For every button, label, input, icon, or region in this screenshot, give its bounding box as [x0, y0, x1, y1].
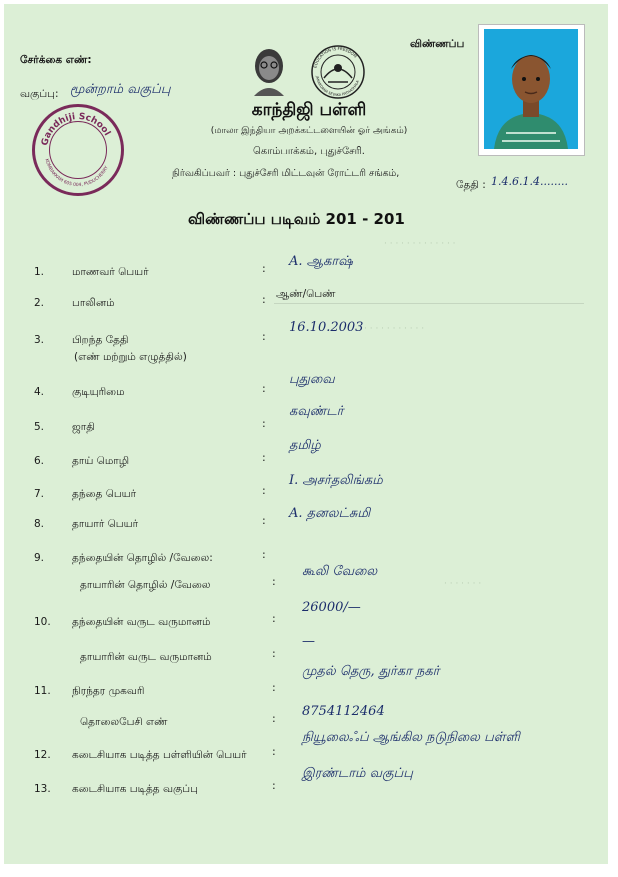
field-colon: : [262, 451, 266, 464]
field-number: 3. [34, 334, 45, 346]
bleed-through-text: · · · · · · · · · · · [364, 324, 425, 334]
field-colon: : [262, 484, 266, 497]
bleed-through-text: · · · · · · · [444, 579, 482, 589]
field-value: முதல் தெரு, துர்கா நகர் [302, 664, 440, 679]
field-number: 6. [34, 455, 45, 467]
field-colon: : [262, 293, 266, 306]
field-colon: : [272, 647, 276, 660]
field-label: பாலினம் [72, 297, 115, 309]
field-value: 16.10.2003 [289, 320, 364, 335]
field-colon: : [272, 681, 276, 694]
school-seal [32, 104, 124, 196]
field-number: 12. [34, 749, 51, 761]
date-value: 1.4.6.1.4........ [491, 175, 568, 188]
field-colon: : [262, 548, 266, 561]
admission-no-label: சேர்க்கை எண்: [20, 54, 92, 66]
field-value: — [302, 634, 315, 649]
emblem-top-text: EDUCATION IS FREEDOM [312, 45, 359, 69]
student-photo-image [484, 29, 578, 149]
field-colon: : [262, 262, 266, 275]
field-colon: : [262, 514, 266, 527]
field-colon: : [272, 712, 276, 725]
field-number: 5. [34, 421, 45, 433]
field-colon: : [272, 779, 276, 792]
field-colon: : [262, 382, 266, 395]
field-label: தாயாரின் வருட வருமானம் [80, 651, 212, 663]
field-value: 26000/— [302, 600, 361, 615]
field-label-note: (எண் மற்றும் எழுத்தில்) [74, 351, 187, 363]
field-label: கடைசியாக படித்த பள்ளியின் பெயர் [72, 749, 247, 761]
field-value: இரண்டாம் வகுப்பு [302, 766, 413, 781]
student-photo [478, 24, 585, 156]
field-value: A. தனலட்சுமி [289, 506, 371, 521]
seal-name-text: Gandhiji School [40, 111, 112, 147]
field-colon: : [262, 417, 266, 430]
field-value: நியூலைஃப் ஆங்கில நடுநிலை பள்ளி [302, 730, 520, 745]
class-label: வகுப்பு: [20, 88, 59, 100]
application-form-page [4, 4, 608, 864]
field-number: 9. [34, 552, 45, 564]
field-colon: : [262, 330, 266, 343]
field-label: தந்தையின் வருட வருமானம் [72, 616, 211, 628]
field-label: பிறந்த தேதி [72, 334, 129, 346]
class-value: மூன்றாம் வகுப்பு [70, 82, 171, 97]
field-value: தமிழ் [289, 438, 321, 453]
field-label: தாயார் பெயர் [72, 518, 139, 530]
field-number: 10. [34, 616, 51, 628]
emblem-bottom-text: JANARDANA SEVAKA PATHASHALA [315, 75, 360, 98]
field-number: 11. [34, 685, 51, 697]
field-value: I. அசர்தலிங்கம் [289, 473, 383, 488]
field-number: 7. [34, 488, 45, 500]
school-administrator: நிர்வகிப்பவர் : புதுச்சேரி மிட்டவுன் ரோட்டரி சங்கம், [172, 168, 400, 179]
field-label: தந்தை பெயர் [72, 488, 137, 500]
field-colon: : [272, 745, 276, 758]
row-divider [274, 303, 584, 304]
field-label: குடியுரிமை [72, 386, 125, 398]
field-number: 1. [34, 266, 45, 278]
application-label: விண்ணப்ப [410, 38, 465, 50]
field-colon: : [272, 612, 276, 625]
seal-inner-ring [49, 121, 107, 179]
school-name: காந்திஜி பள்ளி [251, 100, 367, 120]
field-number: 2. [34, 297, 45, 309]
emblem-logo-icon [310, 44, 366, 100]
field-label: தந்தையின் தொழில் /வேலை: [72, 552, 213, 564]
field-number: 8. [34, 518, 45, 530]
field-value: கூலி வேலை [302, 564, 378, 579]
date-label: தேதி : [456, 179, 486, 191]
form-title: விண்ணப்ப படிவம் 201 - 201 [188, 210, 405, 228]
field-value: A. ஆகாஷ் [289, 254, 353, 269]
field-label: கடைசியாக படித்த வகுப்பு [72, 783, 198, 795]
field-colon: : [272, 575, 276, 588]
gandhi-portrait-icon [248, 46, 290, 96]
field-label: ஜாதி [72, 421, 95, 433]
field-value: ஆண்/பெண் [276, 288, 336, 300]
field-value: புதுவை [289, 372, 335, 387]
field-label: மாணவர் பெயர் [72, 266, 149, 278]
field-label: தாய் மொழி [72, 455, 130, 467]
school-address: கொம்பாக்கம், புதுச்சேரி. [253, 146, 365, 157]
seal-address-text: KOMBAKKAM 605 004, PUDUCHERRY [43, 158, 110, 189]
field-label: தாயாரின் தொழில் /வேலை [80, 579, 211, 591]
field-label: தொலைபேசி எண் [80, 716, 168, 728]
field-number: 13. [34, 783, 51, 795]
field-value: 8754112464 [302, 704, 385, 719]
field-value: கவுண்டர் [289, 404, 344, 419]
bleed-through-text: · · · · · · · · · · · · · [384, 239, 456, 249]
school-subtitle: (மாலா இந்தியா அறக்கட்டளையின் ஓர் அங்கம்) [210, 126, 408, 136]
field-number: 4. [34, 386, 45, 398]
field-label: நிரந்தர முகவரி [72, 685, 145, 697]
